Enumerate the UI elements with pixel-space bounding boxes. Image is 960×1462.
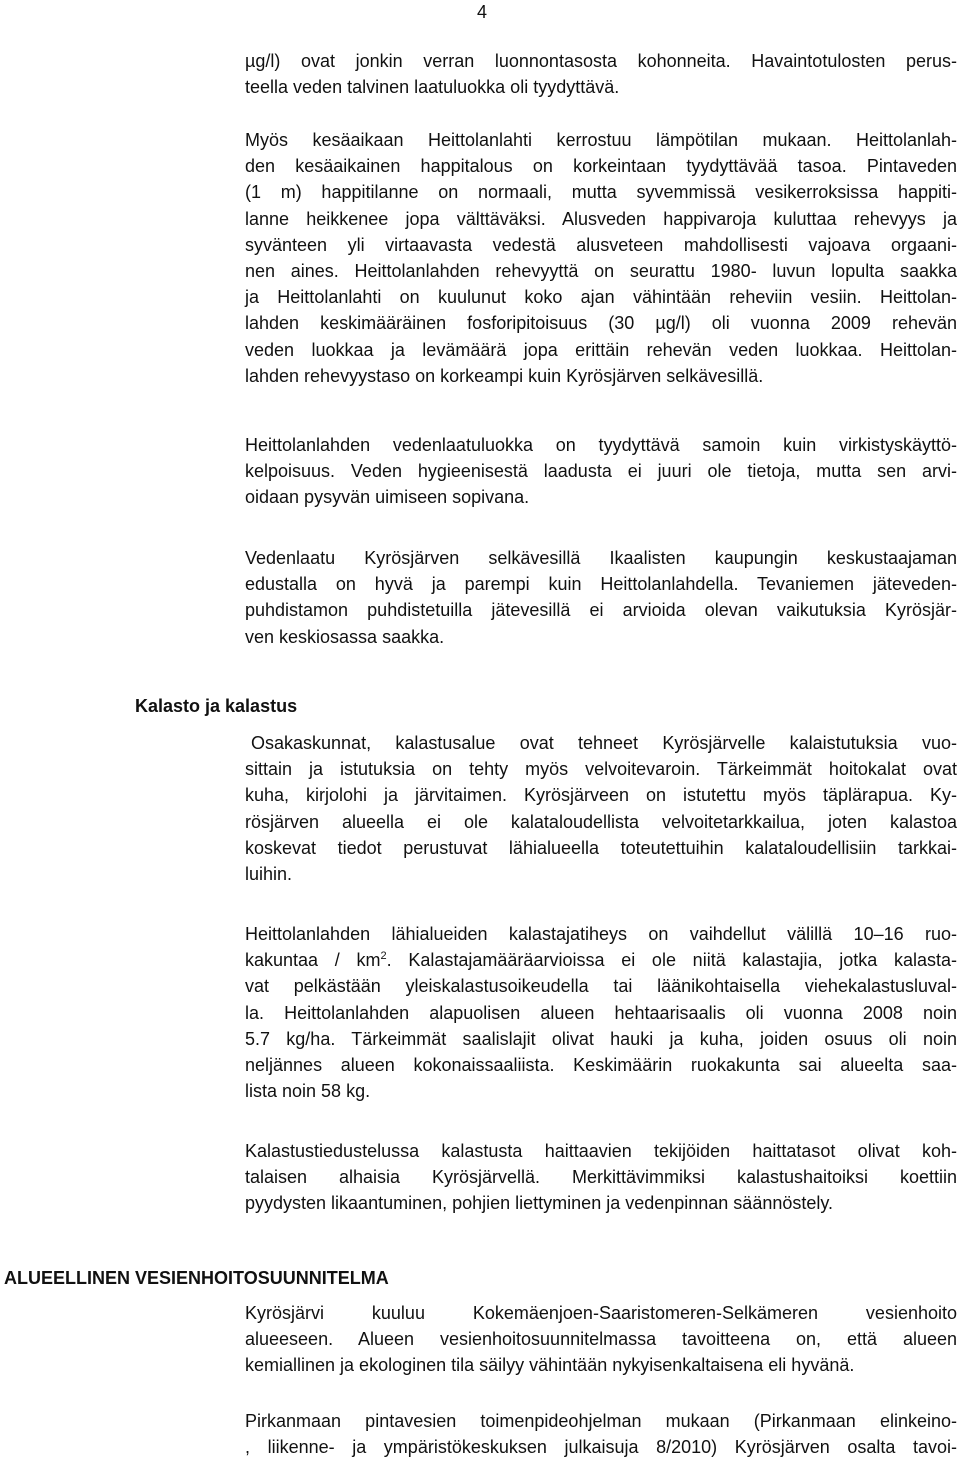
- text-line: lahden rehevyystaso on korkeampi kuin Kyrösjärven selkävesillä.: [245, 365, 764, 386]
- page-number: 4: [477, 2, 488, 22]
- text-line: alueeseen. Alueen vesienhoitosuunnitelmassa tavoitteena on, että alueen: [245, 1329, 957, 1350]
- text-line: la. Heittolanlahden alapuolisen alueen hehtaarisaalis oli vuonna 2008 noin: [245, 1002, 957, 1023]
- text-line: (1 m) happitilanne on normaali, mutta syvemmissä vesikerroksissa happiti-: [245, 182, 957, 203]
- text-line: edustalla on hyvä ja parempi kuin Heittolanlahdella. Tevaniemen jäteveden-: [245, 574, 957, 595]
- text-line: lahden keskimääräinen fosforipitoisuus (30 µg/l) oli vuonna 2009 rehevän: [245, 313, 957, 334]
- paragraph-open-water-quality: [245, 545, 957, 650]
- text-line: neljännes alueen kokonaissaaliista. Keskimäärin ruokakunta sai alueelta saa-: [245, 1055, 957, 1076]
- paragraph-action-program: [245, 1408, 957, 1460]
- text-line: puhdistamon puhdistetuilla jätevesillä ei arvioida olevan vaikutuksia Kyrösjär-: [245, 600, 957, 621]
- paragraph-fish-stocking: [245, 730, 957, 887]
- text-line: Osakaskunnat, kalastusalue ovat tehneet Kyrösjärvelle kalaistutuksia vuo-: [251, 733, 957, 753]
- text-line: µg/l) ovat jonkin verran luonnontasosta kohonneita. Havaintotulosten perus-: [245, 51, 957, 71]
- paragraph-fishing-density: [245, 921, 957, 1104]
- text-line: kelpoisuus. Veden hygieenisestä laadusta ei juuri ole tietoja, mutta sen arvi-: [245, 461, 957, 482]
- text-line: [245, 947, 957, 973]
- section-heading-kalasto: Kalasto ja kalastus: [135, 696, 298, 716]
- text-line: luihin.: [245, 864, 293, 885]
- text-line: 5.7 kg/ha. Tärkeimmät saalislajit olivat hauki ja kuha, joiden osuus oli noin: [245, 1028, 957, 1049]
- text-line: lista noin 58 kg.: [245, 1081, 371, 1102]
- text-line: Kalastustiedustelussa kalastusta haittaavien tekijöiden haittatasot olivat koh-: [245, 1141, 957, 1161]
- text-line: ja Heittolanlahti on kuulunut koko ajan vähintään reheviin vesiin. Heittolan-: [245, 287, 957, 308]
- paragraph-summer-oxygen: [245, 127, 957, 389]
- text-line: sittain ja istutuksia on tehty myös velvoitevaroin. Tärkeimmät hoitokalat ovat: [245, 759, 957, 780]
- text-line: Vedenlaatu Kyrösjärven selkävesillä Ikaalisten kaupungin keskustaajaman: [245, 548, 957, 568]
- text-segment: kakuntaa / km: [245, 950, 381, 971]
- text-line: rösjärven alueella ei ole kalataloudellista velvoitetarkkailua, joten kalastoa: [245, 811, 957, 832]
- text-line: nen aines. Heittolanlahden rehevyyttä on seurattu 1980- luvun lopulta saakka: [245, 261, 957, 282]
- paragraph-fishing-hindrances: [245, 1138, 957, 1217]
- text-line: syvänteen yli virtaavasta vedestä alusveteen mahdollisesti vajoava orgaani-: [245, 234, 957, 255]
- text-line: Kyrösjärvi kuuluu Kokemäenjoen-Saaristomeren-Selkämeren vesienhoito: [245, 1303, 957, 1323]
- text-segment: . Kalastajamääräarvioissa ei ole niitä kalastajia, jotka kalasta-: [386, 950, 957, 971]
- text-line: kemiallinen ja ekologinen tila säilyy vähintään nykyisenkaltaisena eli hyvänä.: [245, 1355, 855, 1376]
- superscript: 2: [380, 950, 387, 963]
- section-heading-vesienhoito: ALUEELLINEN VESIENHOITOSUUNNITELMA: [4, 1268, 389, 1288]
- text-line: Pirkanmaan pintavesien toimenpideohjelman mukaan (Pirkanmaan elinkeino-: [245, 1411, 957, 1431]
- paragraph-winter-quality: [245, 48, 957, 100]
- text-line: Myös kesäaikaan Heittolanlahti kerrostuu lämpötilan mukaan. Heittolanlah-: [245, 130, 957, 150]
- paragraph-river-basin: [245, 1300, 957, 1379]
- text-line: ven keskiosassa saakka.: [245, 626, 445, 647]
- text-line: , liikenne- ja ympäristökeskuksen julkaisuja 8/2010) Kyrösjärven osalta tavoi-: [245, 1437, 957, 1458]
- text-line: oidaan pysyvän uimiseen sopivana.: [245, 487, 530, 508]
- text-line: veden luokkaa ja levämäärä jopa erittäin rehevän veden luokkaa. Heittolan-: [245, 339, 957, 360]
- paragraph-water-quality-class: [245, 432, 957, 511]
- text-line: teella veden talvinen laatuluokka oli tyydyttävä.: [245, 77, 620, 98]
- text-line: kuha, kirjolohi ja järvitaimen. Kyrösjärveen on istutettu myös täplärapua. Ky-: [245, 785, 957, 806]
- text-line: koskevat tiedot perustuvat lähialueella toteutettuihin kalataloudellisiin tarkkai-: [245, 837, 957, 858]
- text-line: lanne heikkenee jopa välttäväksi. Alusveden happivaroja kuluttaa rehevyys ja: [245, 208, 957, 229]
- text-line: den kesäaikainen happitalous on korkeintaan tyydyttävää tasoa. Pintaveden: [245, 156, 957, 177]
- text-line: pyydysten likaantuminen, pohjien liettyminen ja vedenpinnan säännöstely.: [245, 1193, 834, 1214]
- text-line: Heittolanlahden lähialueiden kalastajatiheys on vaihdellut välillä 10–16 ruo-: [245, 924, 957, 944]
- text-line: Heittolanlahden vedenlaatuluokka on tyydyttävä samoin kuin virkistyskäyttö-: [245, 435, 957, 455]
- text-line: talaisen alhaisia Kyrösjärvellä. Merkittävimmiksi kalastushaitoiksi koettiin: [245, 1167, 957, 1188]
- text-line: vat pelkästään yleiskalastusoikeudella tai läänikohtaisella viehekalastusluval-: [245, 976, 957, 997]
